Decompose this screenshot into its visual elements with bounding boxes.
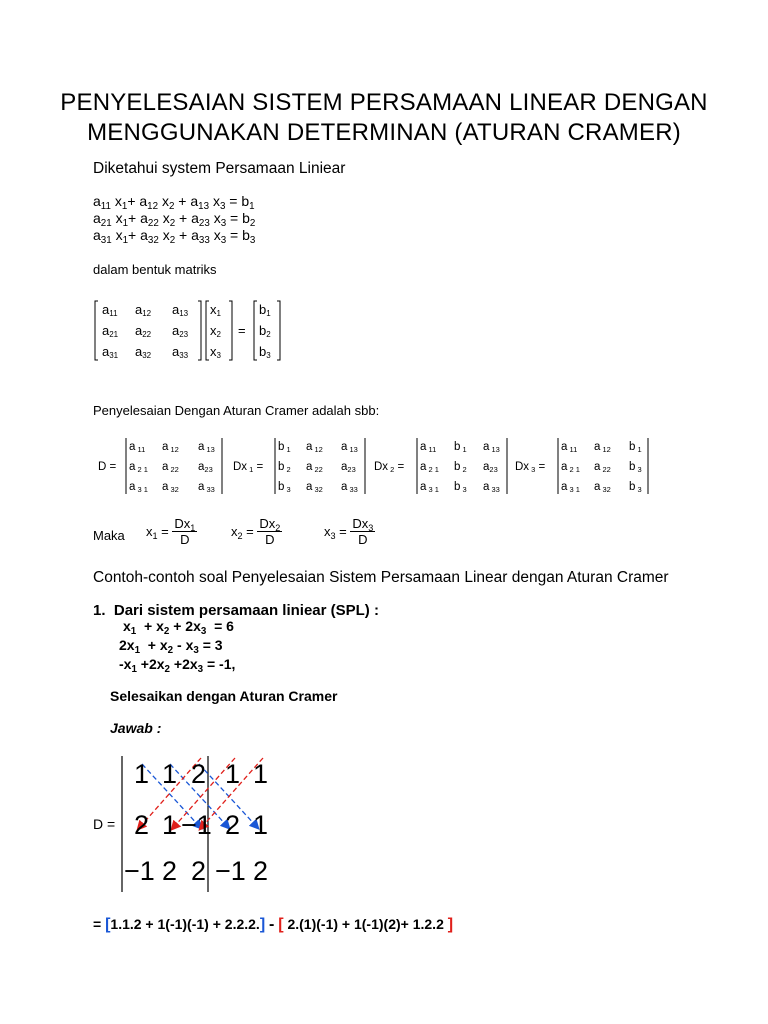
svg-text:a11: a11	[102, 302, 118, 318]
svg-text:a 32: a 32	[162, 481, 179, 494]
sarrus-cell-r1-c4: 1	[225, 759, 241, 789]
intro-text: Diketahui system Persamaan Liniear	[93, 160, 346, 177]
title-line-2: MENGGUNAKAN DETERMINAN (ATURAN CRAMER)	[87, 119, 681, 146]
svg-text:a 22: a 22	[306, 461, 323, 474]
svg-text:a22: a22	[135, 323, 152, 339]
svg-text:a 3 1: a 3 1	[129, 481, 148, 494]
expansion-line: = [1.1.2 + 1(-1)(-1) + 2.2.2.] - [ 2.(1)(-1) + 1(-1)(2)+ 1.2.2 ]	[93, 916, 454, 933]
svg-text:a23: a23	[341, 461, 356, 474]
det-Dx1-label: Dx	[233, 461, 248, 473]
sarrus-cell-r2-c2: 1	[162, 810, 178, 840]
expansion-negative: 2.(1)(-1) + 1(-1)(2)+ 1.2.2	[283, 916, 448, 932]
formula-x3: $x_3$ = $\frac{Dx_3}{D}$	[324, 516, 374, 547]
det-Dx2-label: Dx	[374, 461, 389, 473]
svg-text:a 12: a 12	[594, 441, 611, 454]
svg-text:x3: x3	[210, 344, 221, 360]
det-Dx3-label: Dx	[515, 461, 530, 473]
sarrus-cell-r3-c2: 2	[162, 856, 178, 886]
svg-text:a23: a23	[172, 323, 189, 339]
svg-text:=: =	[238, 323, 246, 338]
sarrus-cell-r3-c1: −1	[124, 856, 155, 886]
sarrus-cell-r3-c5: 2	[253, 856, 269, 886]
sarrus-cell-r2-c5: 1	[253, 810, 269, 840]
svg-text:a 22: a 22	[162, 461, 179, 474]
svg-text:b 1: b 1	[454, 441, 467, 454]
problem-equation-1: $x_1 + x_2 + 2x_3 = 6$	[123, 618, 234, 637]
det-D-label: D =	[98, 461, 117, 473]
formula-x2: $x_2$ = $\frac{Dx_2}{D}$	[231, 516, 281, 547]
sarrus-cell-r1-c1: 1	[134, 759, 150, 789]
jawab-label: Jawab :	[110, 720, 162, 736]
svg-text:a23: a23	[198, 461, 213, 474]
svg-text:a31: a31	[102, 344, 119, 360]
svg-text:Dx 1 =: Dx 1 =	[233, 461, 264, 474]
sarrus-cell-r1-c2: 1	[162, 759, 178, 789]
instruction-text: Selesaikan dengan Aturan Cramer	[110, 688, 338, 704]
equation-system	[93, 193, 255, 244]
svg-text:a32: a32	[135, 344, 152, 360]
matrix-form	[88, 296, 288, 366]
matrix-form-label: dalam bentuk matriks	[93, 262, 217, 277]
equation-row-3: $a_{31}$ $x_1+ a_{32}$ $x_2 + a_{33}$ $x_3 = b_3$	[93, 227, 256, 246]
svg-text:b 2: b 2	[454, 461, 467, 474]
svg-text:a 2 1: a 2 1	[129, 461, 148, 474]
determinant-definitions	[88, 432, 658, 498]
svg-text:a 22: a 22	[594, 461, 611, 474]
problem-equation-3: $-x_1 +2x_2 +2x_3 = -1$,	[119, 656, 236, 675]
cramer-rule-label: Penyelesaian Dengan Aturan Cramer adalah sbb:	[93, 403, 380, 418]
equation-row-1: $a_{11}$ $x_1+ a_{12}$ $x_2 + a_{13}$ $x_3 = b_1$	[93, 193, 255, 212]
sarrus-determinant	[112, 750, 282, 898]
problem-equation-2: $2x_1 + x_2 - x_3 = 3$	[119, 637, 223, 656]
svg-text:a 2 1: a 2 1	[561, 461, 580, 474]
svg-text:a 12: a 12	[162, 441, 179, 454]
sarrus-cell-r1-c5: 1	[253, 759, 269, 789]
problem-number: 1.	[93, 602, 106, 619]
expansion-minus: -	[269, 916, 275, 933]
svg-text:b 3: b 3	[278, 481, 291, 494]
sarrus-cell-r3-c3: 2	[191, 856, 207, 886]
svg-text:a13: a13	[172, 302, 189, 318]
svg-text:a 3 1: a 3 1	[420, 481, 439, 494]
examples-heading: Contoh-contoh soal Penyelesaian Sistem Persamaan Linear dengan Aturan Cramer	[93, 569, 669, 586]
svg-text:a 13: a 13	[341, 441, 358, 454]
svg-text:a 32: a 32	[594, 481, 611, 494]
svg-text:a 33: a 33	[483, 481, 500, 494]
svg-text:b 3: b 3	[629, 481, 642, 494]
svg-text:b 3: b 3	[629, 461, 642, 474]
formula-x1: $x_1$ = $\frac{Dx_1}{D}$	[146, 516, 196, 547]
sarrus-cell-r3-c4: −1	[215, 856, 246, 886]
svg-text:a 32: a 32	[306, 481, 323, 494]
svg-text:a 12: a 12	[306, 441, 323, 454]
svg-text:a 13: a 13	[483, 441, 500, 454]
svg-text:a33: a33	[172, 344, 189, 360]
maka-label: Maka	[93, 528, 125, 543]
svg-text:a 13: a 13	[198, 441, 215, 454]
svg-text:a 11: a 11	[129, 441, 146, 454]
expansion-positive: 1.1.2 + 1(-1)(-1) + 2.2.2.	[110, 916, 260, 932]
problem-equations	[119, 617, 236, 675]
svg-text:x1: x1	[210, 302, 221, 318]
equation-row-2: $a_{21}$ $x_1+ a_{22}$ $x_2 + a_{23}$ $x_3 = b_2$	[93, 210, 256, 229]
svg-text:a 3 1: a 3 1	[561, 481, 580, 494]
svg-text:b 3: b 3	[454, 481, 467, 494]
sarrus-D-label: D =	[93, 816, 116, 832]
svg-text:b 1: b 1	[629, 441, 642, 454]
sarrus-cell-r2-c1: 2	[134, 810, 150, 840]
sarrus-cell-r1-c3: 2	[191, 759, 207, 789]
expansion-lead: =	[93, 916, 102, 932]
problem-text: Dari sistem persamaan liniear (SPL) :	[113, 602, 379, 619]
page-title	[0, 88, 768, 148]
svg-text:a 11: a 11	[561, 441, 578, 454]
svg-text:a 2 1: a 2 1	[420, 461, 439, 474]
svg-text:Dx 2 =: Dx 2 =	[374, 461, 405, 474]
svg-text:b 1: b 1	[278, 441, 291, 454]
svg-text:x2: x2	[210, 323, 221, 339]
svg-text:b3: b3	[259, 344, 271, 360]
sarrus-cell-r2-c3: −1	[181, 810, 212, 840]
svg-text:Dx 3 =: Dx 3 =	[515, 461, 546, 474]
svg-text:a 33: a 33	[198, 481, 215, 494]
svg-text:a21: a21	[102, 323, 119, 339]
svg-text:a 33: a 33	[341, 481, 358, 494]
svg-text:a 11: a 11	[420, 441, 437, 454]
svg-text:b1: b1	[259, 302, 271, 318]
svg-text:a23: a23	[483, 461, 498, 474]
sarrus-cell-r2-c4: 2	[225, 810, 241, 840]
svg-text:b 2: b 2	[278, 461, 291, 474]
svg-text:b2: b2	[259, 323, 271, 339]
title-line-1: PENYELESAIAN SISTEM PERSAMAAN LINEAR DENGAN	[60, 89, 708, 116]
svg-text:a12: a12	[135, 302, 152, 318]
